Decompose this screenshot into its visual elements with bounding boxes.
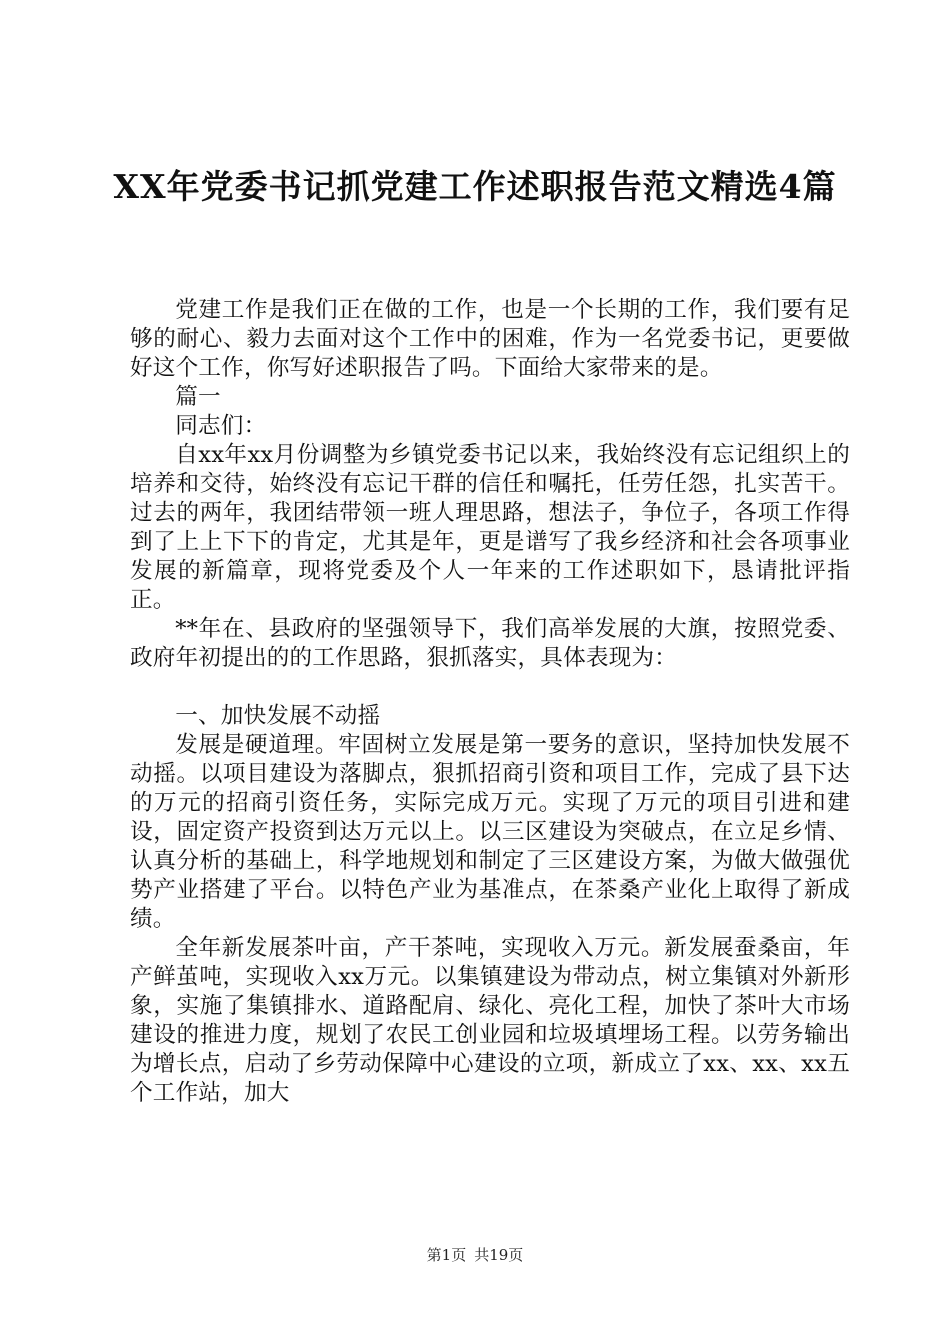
salutation: 同志们： xyxy=(175,413,267,439)
body-paragraph: 发展是硬道理。牢固树立发展是第一要务的意识，坚持加快发展不动摇。以项目建设为落脚点，狠抓招商引资和项目工作，完成了县下达的万元的招商引资任务，实际完成万元。实现了万元的项目引进和建设，固定资产投资到达万元以上。以三区建设为突破点，在立足乡情、认真分析的基础上，科学地规划和制定了三区建设方案，为做大做强优势产业搭建了平台。以特色产业为基准点，在茶桑产业化上取得了新成绩。 xyxy=(130,732,850,932)
page-number: 第1页 xyxy=(426,1246,467,1264)
page-footer xyxy=(0,1244,950,1265)
document-title: XX年党委书记抓党建工作述职报告范文精选4篇 xyxy=(113,167,837,206)
section-heading-part-one: 篇一 xyxy=(175,384,221,410)
body-paragraph: 全年新发展茶叶亩，产干茶吨，实现收入万元。新发展蚕桑亩，年产鲜茧吨，实现收入xx万元。以集镇建设为带动点，树立集镇对外新形象，实施了集镇排水、道路配肩、绿化、亮化工程，加快了茶叶大市场建设的推进力度，规划了农民工创业园和垃圾填埋场工程。以劳务输出为增长点，启动了乡劳动保障中心建设的立项，新成立了xx、xx、xx五个工作站，加大 xyxy=(130,935,850,1106)
body-paragraph: 自xx年xx月份调整为乡镇党委书记以来，我始终没有忘记组织上的培养和交待，始终没有忘记干群的信任和嘱托，任劳任怨，扎实苦干。过去的两年，我团结带领一班人理思路，想法子，争位子，各项工作得到了上上下下的肯定，尤其是年，更是谱写了我乡经济和社会各项事业发展的新篇章，现将党委及个人一年来的工作述职如下，恳请批评指正。 xyxy=(130,442,850,613)
intro-paragraph: 党建工作是我们正在做的工作，也是一个长期的工作，我们要有足够的耐心、毅力去面对这个工作中的困难，作为一名党委书记，更要做好这个工作，你写好述职报告了吗。下面给大家带来的是。 xyxy=(130,297,850,381)
section-heading: 一、加快发展不动摇 xyxy=(175,703,381,729)
page-total: 共19页 xyxy=(474,1246,524,1264)
document-body xyxy=(130,296,850,1108)
body-paragraph: **年在、县政府的坚强领导下，我们高举发展的大旗，按照党委、政府年初提出的的工作思路，狠抓落实，具体表现为： xyxy=(130,616,850,671)
